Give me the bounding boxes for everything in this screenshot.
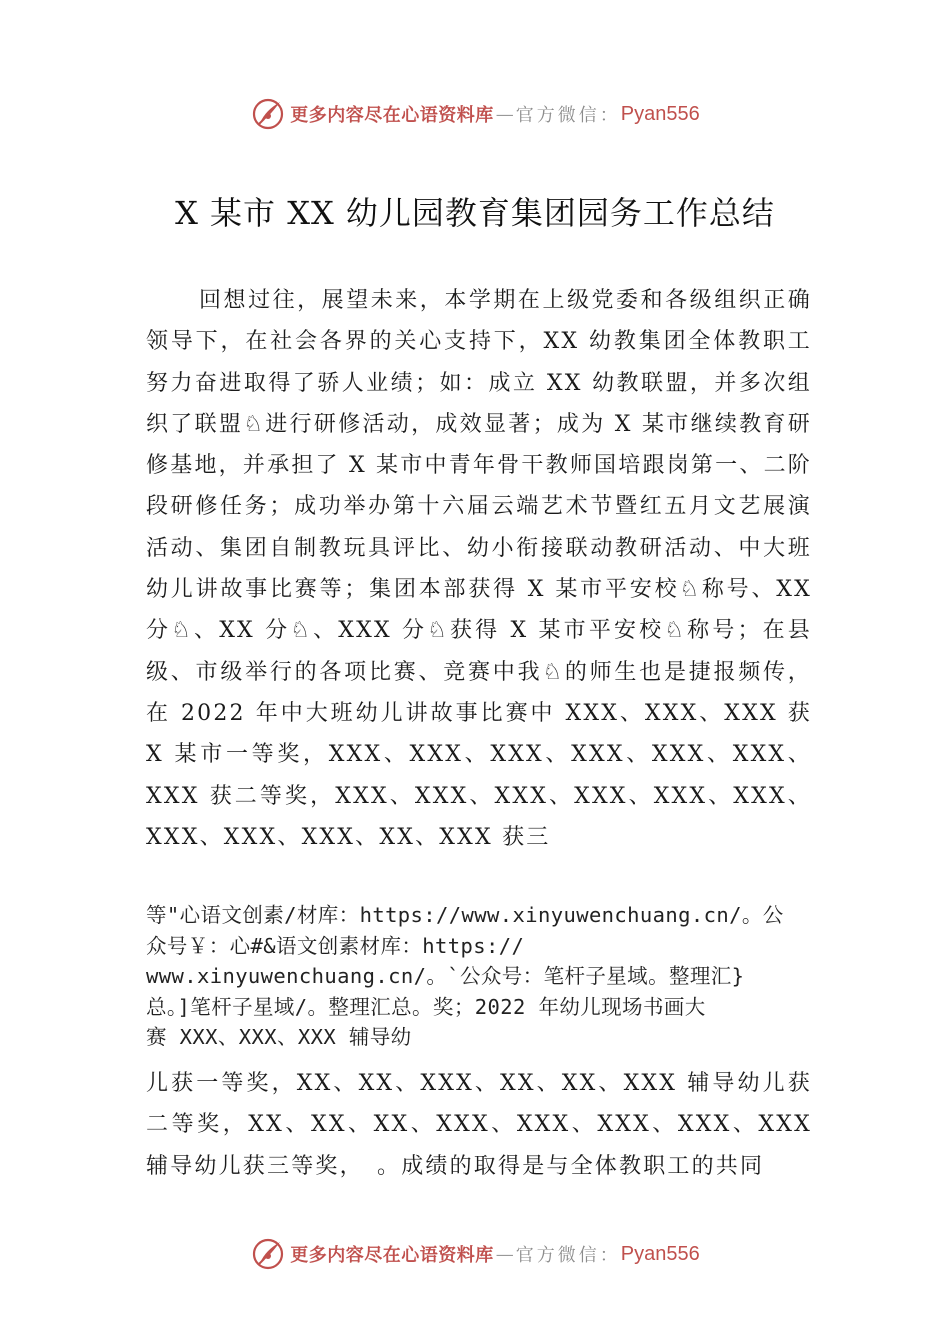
inline-note-block	[146, 900, 836, 1053]
watermark-banner-top	[0, 94, 950, 134]
banner-site-name: 更多内容尽在心语资料库	[290, 105, 494, 126]
banner-wechat-id: Pyan556	[620, 102, 700, 125]
note-line: 总。]笔杆子星域/。整理汇总。奖；2022 年幼儿现场书画大	[146, 994, 706, 1019]
note-line: www.xinyuwenchuang.cn/。`公众号：笔杆子星域。整理汇}	[146, 964, 745, 988]
feather-pen-circle-icon	[250, 1236, 286, 1272]
note-line: 等"心语文创素/材库：https://www.xinyuwenchuang.cn/。公	[146, 903, 784, 927]
banner-dash: —	[495, 103, 514, 125]
banner-dash: —	[495, 1243, 514, 1265]
banner-site-name: 更多内容尽在心语资料库	[290, 1245, 494, 1266]
note-line: 众号￥：心#&语文创素材库：https://	[146, 933, 525, 958]
banner-wechat-label: 官方微信：	[515, 105, 621, 126]
banner-wechat-label: 官方微信：	[515, 1245, 621, 1266]
feather-pen-circle-icon	[250, 96, 286, 132]
document-title: X 某市 XX 幼儿园教育集团园务工作总结	[175, 194, 775, 232]
watermark-banner-bottom	[0, 1234, 950, 1274]
body-paragraph-1: 回想过往，展望未来，本学期在上级党委和各级组织正确领导下，在社会各界的关心支持下，XX 幼教集团全体教职工努力奋进取得了骄人业绩；如：成立 XX 幼教联盟，并多次组织了联盟♘进行研修活动，成效显著；成为 X 某市继续教育研修基地，并承担了 X 某市中青年骨干教师国培跟岗第一、二阶段研修任务；成功举办第十六届云端艺术节暨红五月文艺展演活动、集团自制教玩具评比、幼小衔接联动教研活动、中大班幼儿讲故事比赛等；集团本部获得 X 某市平安校♘称号、XX 分♘、XX 分♘、XXX 分♘获得 X 某市平安校♘称号；在县级、市级举行的各项比赛、竞赛中我♘的师生也是捷报频传，在 2022 年中大班幼儿讲故事比赛中 XXX、XXX、XXX 获 X 某市一等奖，XXX、XXX、XXX、XXX、XXX、XXX、XXX 获二等奖，XXX、XXX、XXX、XXX、XXX、XXX、XXX、XXX、XXX、XX、XXX 获三	[146, 288, 812, 850]
note-line: 赛 XXX、XXX、XXX 辅导幼	[146, 1025, 412, 1049]
banner-wechat-id: Pyan556	[620, 1242, 700, 1265]
body-paragraph-2: 儿获一等奖，XX、XX、XXX、XX、XX、XXX 辅导幼儿获二等奖，XX、XX、XX、XXX、XXX、XXX、XXX、XXX 辅导幼儿获三等奖， 。成绩的取得是与全体教职工的共同	[146, 1071, 812, 1179]
